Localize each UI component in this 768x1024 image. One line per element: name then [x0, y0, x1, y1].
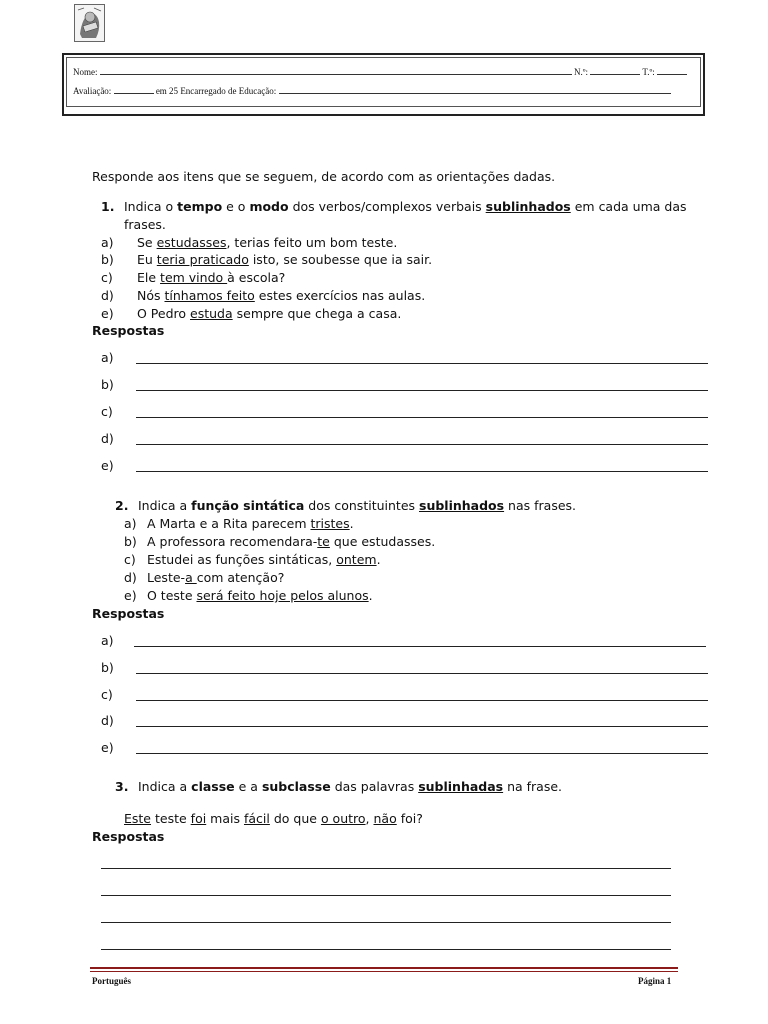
- q1-item: Eu teria praticado isto, se soubesse que ia sair.: [137, 252, 433, 267]
- answer-line[interactable]: [134, 646, 706, 647]
- answer-letter: a): [101, 633, 114, 648]
- q1-prompt-cont: frases.: [124, 217, 166, 232]
- school-logo: [74, 4, 105, 42]
- answer-letter: c): [101, 687, 113, 702]
- q2-item-letter: c): [124, 552, 136, 567]
- q1-item-letter: c): [101, 270, 113, 285]
- name-field[interactable]: [100, 66, 572, 75]
- footer-subject: Português: [92, 976, 131, 986]
- q1-item-letter: e): [101, 306, 114, 321]
- evaluation-row: [73, 85, 671, 96]
- answer-letter: d): [101, 713, 114, 728]
- footer-rule-thin: [90, 971, 678, 972]
- q2-item-letter: e): [124, 588, 137, 603]
- q2-answers-heading: Respostas: [92, 606, 165, 621]
- q1-item-letter: d): [101, 288, 114, 303]
- q2-item-letter: b): [124, 534, 137, 549]
- q2-item-letter: d): [124, 570, 137, 585]
- student-info-box: [66, 57, 701, 107]
- score-out-of: em 25: [155, 86, 179, 96]
- q2-prompt: Indica a função sintática dos constituintes sublinhados nas frases.: [138, 498, 577, 513]
- q1-number: 1.: [101, 199, 115, 214]
- q1-prompt: Indica o tempo e o modo dos verbos/complexos verbais sublinhados em cada uma das: [124, 199, 687, 214]
- evaluation-label: Avaliação:: [73, 86, 112, 96]
- answer-letter: d): [101, 431, 114, 446]
- number-field[interactable]: [590, 66, 640, 75]
- footer-rule: [90, 967, 678, 969]
- q1-item: Ele tem vindo à escola?: [137, 270, 286, 285]
- answer-line[interactable]: [136, 417, 708, 418]
- class-field[interactable]: [657, 66, 687, 75]
- answer-line[interactable]: [136, 444, 708, 445]
- q1-answers-heading: Respostas: [92, 323, 165, 338]
- answer-letter: b): [101, 377, 114, 392]
- q3-prompt: Indica a classe e a subclasse das palavras sublinhadas na frase.: [138, 779, 563, 794]
- answer-line[interactable]: [136, 753, 708, 754]
- answer-line[interactable]: [136, 390, 708, 391]
- q3-number: 3.: [115, 779, 129, 794]
- answer-line[interactable]: [136, 673, 708, 674]
- q3-sentence: Este teste foi mais fácil do que o outro, não foi?: [124, 811, 423, 826]
- q1-item: Nós tínhamos feito estes exercícios nas aulas.: [137, 288, 426, 303]
- answer-line[interactable]: [101, 922, 671, 923]
- guardian-label: Encarregado de Educação:: [180, 86, 277, 96]
- answer-letter: e): [101, 458, 114, 473]
- answer-line[interactable]: [136, 471, 708, 472]
- q2-item: A Marta e a Rita parecem tristes.: [147, 516, 354, 531]
- instructions: Responde aos itens que se seguem, de acordo com as orientações dadas.: [92, 169, 556, 184]
- q1-item-letter: b): [101, 252, 114, 267]
- answer-letter: c): [101, 404, 113, 419]
- q1-item-letter: a): [101, 235, 114, 250]
- answer-line[interactable]: [101, 895, 671, 896]
- q2-item: Estudei as funções sintáticas, ontem.: [147, 552, 381, 567]
- answer-letter: b): [101, 660, 114, 675]
- name-row: [73, 66, 687, 77]
- class-label: T.º:: [642, 67, 655, 77]
- q1-item: O Pedro estuda sempre que chega a casa.: [137, 306, 402, 321]
- number-label: N.º:: [574, 67, 589, 77]
- q2-item: A professora recomendara-te que estudasses.: [147, 534, 436, 549]
- evaluation-field[interactable]: [114, 85, 154, 94]
- q2-item-letter: a): [124, 516, 137, 531]
- q1-item: Se estudasses, terias feito um bom teste.: [137, 235, 398, 250]
- answer-line[interactable]: [101, 868, 671, 869]
- q2-item: O teste será feito hoje pelos alunos.: [147, 588, 373, 603]
- name-label: Nome:: [73, 67, 98, 77]
- answer-letter: a): [101, 350, 114, 365]
- q3-answers-heading: Respostas: [92, 829, 165, 844]
- answer-letter: e): [101, 740, 114, 755]
- answer-line[interactable]: [101, 949, 671, 950]
- guardian-field[interactable]: [279, 85, 671, 94]
- q2-number: 2.: [115, 498, 129, 513]
- q2-item: Leste-a com atenção?: [147, 570, 285, 585]
- answer-line[interactable]: [136, 700, 708, 701]
- answer-line[interactable]: [136, 726, 708, 727]
- answer-line[interactable]: [136, 363, 708, 364]
- footer-page-number: Página 1: [638, 976, 672, 986]
